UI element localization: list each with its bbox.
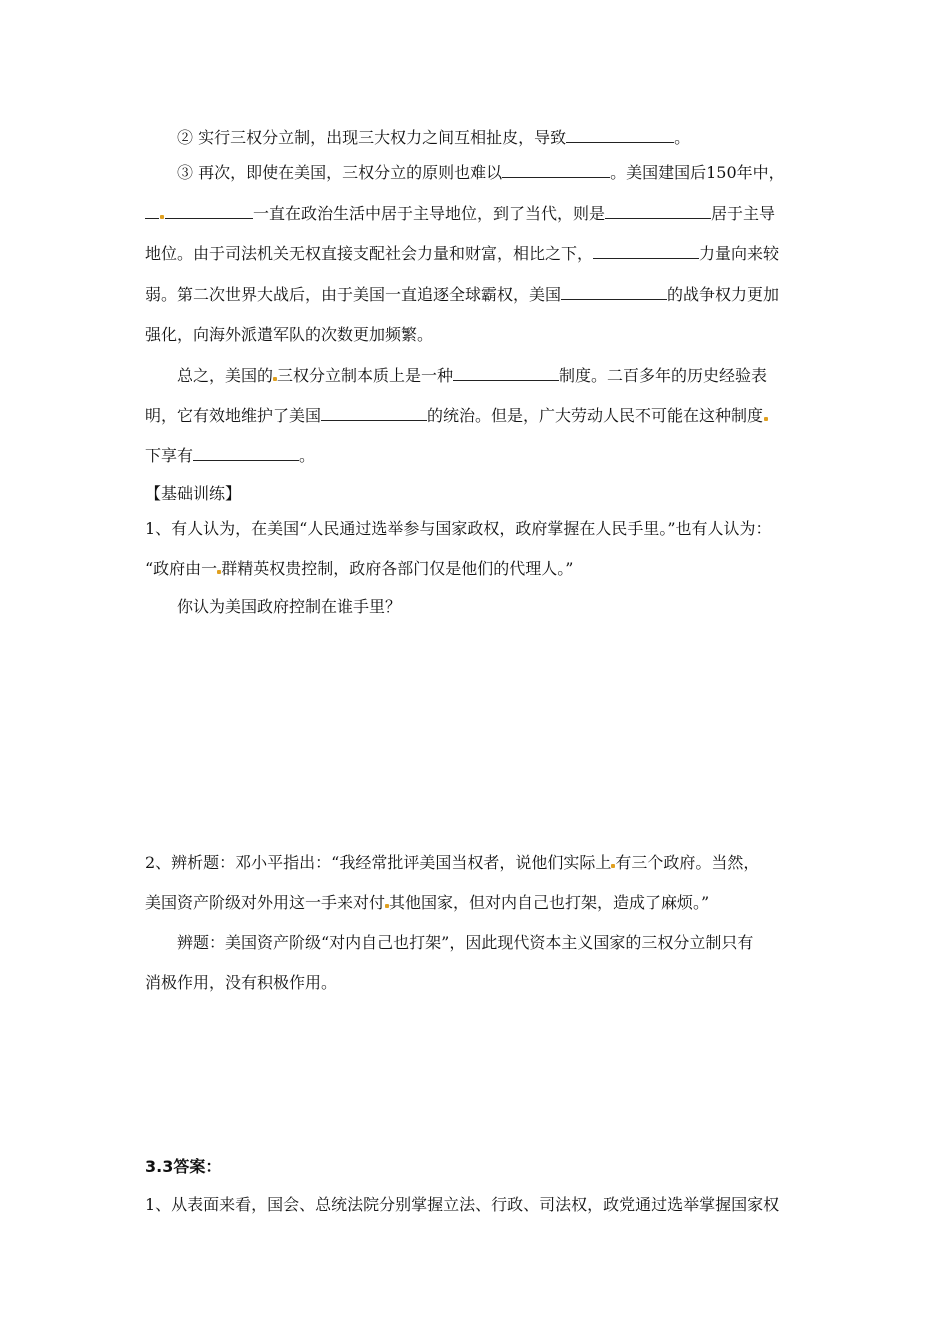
- question-2-statement: [177, 933, 753, 953]
- text: 。: [299, 446, 316, 465]
- paragraph-line: [145, 285, 779, 305]
- text: “政府由一: [145, 559, 218, 578]
- question-1: [145, 519, 772, 539]
- text: 你认为美国政府控制在谁手里？: [177, 597, 402, 616]
- text: 一直在政治生活中居于主导地位，到了当代，则是: [253, 204, 606, 223]
- fill-blank[interactable]: [561, 285, 667, 300]
- text: 群精英权贵控制，政府各部门仅是他们的代理人。”: [221, 559, 574, 578]
- question-2: [145, 853, 759, 873]
- text: 。: [674, 128, 691, 147]
- answers-title: 3.3答案：: [145, 1157, 222, 1176]
- paragraph-point-2: [177, 128, 690, 148]
- text: 制度。二百多年的历史经验表: [559, 366, 768, 385]
- fill-blank[interactable]: [165, 204, 253, 219]
- fill-blank[interactable]: [593, 244, 699, 259]
- fill-blank[interactable]: [145, 204, 159, 219]
- paragraph-line: [145, 325, 433, 345]
- text: 地位。由于司法机关无权直接支配社会力量和财富，相比之下，: [145, 244, 594, 263]
- answer-1: [145, 1195, 779, 1215]
- marker-dot: [764, 417, 768, 421]
- fill-blank[interactable]: [193, 446, 299, 461]
- paragraph-point-3: [177, 163, 785, 183]
- text: 力量向来较: [699, 244, 780, 263]
- text: 1、从表面来看，国会、总统法院分别掌握立法、行政、司法权，政党通过选举掌握国家权: [145, 1195, 780, 1214]
- text: 。美国建国后150年中，: [610, 163, 785, 182]
- question-1-prompt: [177, 597, 401, 617]
- paragraph-line: [145, 244, 779, 264]
- paragraph-line: [145, 204, 775, 224]
- text: 有三个政府。当然，: [615, 853, 760, 872]
- text: 美国资产阶级对外用这一手来对付: [145, 893, 386, 912]
- text: 明，它有效地维护了美国: [145, 406, 322, 425]
- question-1-quote: [145, 559, 573, 579]
- text: 1、有人认为，在美国“人民通过选举参与国家政权，政府掌握在人民手里。”也有人认为：: [145, 519, 772, 538]
- text: 弱。第二次世界大战后，由于美国一直追逐全球霸权，美国: [145, 285, 562, 304]
- text: 的统治。但是，广大劳动人民不可能在这种制度: [427, 406, 764, 425]
- fill-blank[interactable]: [605, 204, 711, 219]
- text: 总之，美国的: [177, 366, 274, 385]
- text: 三权分立制本质上是一种: [277, 366, 454, 385]
- summary-paragraph: [177, 366, 767, 386]
- fill-blank[interactable]: [566, 128, 674, 143]
- text: 其他国家，但对内自己也打架，造成了麻烦。”: [389, 893, 710, 912]
- marker-dot: [160, 215, 164, 219]
- text: 下享有: [145, 446, 194, 465]
- fill-blank[interactable]: [321, 406, 427, 421]
- text: 的战争权力更加: [667, 285, 780, 304]
- question-2-quote: [145, 893, 709, 913]
- section-heading: 【基础训练】: [145, 484, 242, 503]
- text: 消极作用，没有积极作用。: [145, 973, 338, 992]
- text: ② 实行三权分立制，出现三大权力之间互相扯皮，导致: [177, 128, 567, 147]
- paragraph-line: [145, 446, 315, 466]
- text: 2、辨析题：邓小平指出：“我经常批评美国当权者，说他们实际上: [145, 853, 612, 872]
- text: 居于主导: [711, 204, 776, 223]
- text: 强化，向海外派遣军队的次数更加频繁。: [145, 325, 434, 344]
- text: ③ 再次，即使在美国，三权分立的原则也难以: [177, 163, 503, 182]
- question-2-statement-cont: [145, 973, 337, 993]
- fill-blank[interactable]: [502, 163, 610, 178]
- fill-blank[interactable]: [453, 366, 559, 381]
- paragraph-line: [145, 406, 769, 426]
- text: 辨题：美国资产阶级“对内自己也打架”，因此现代资本主义国家的三权分立制只有: [177, 933, 754, 952]
